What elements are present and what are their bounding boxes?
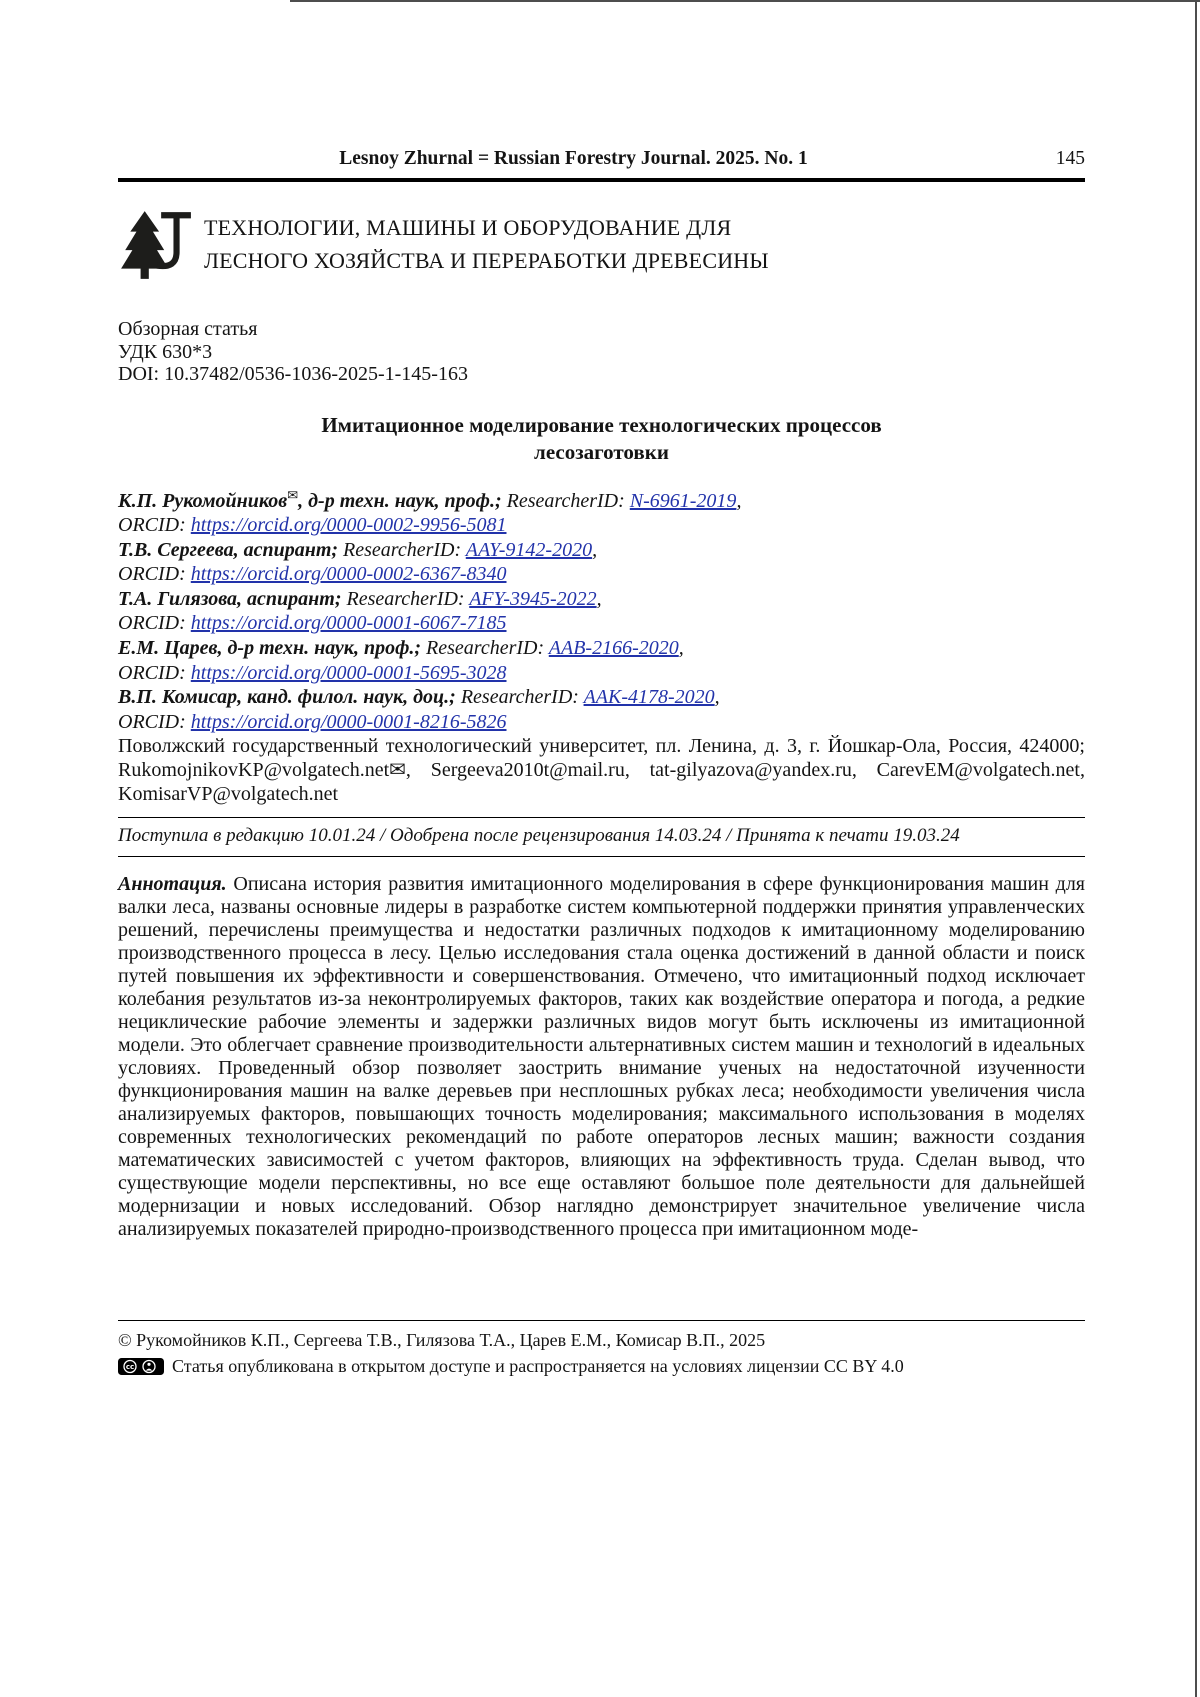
submission-dates: Поступила в редакцию 10.01.24 / Одобрена после рецензирования 14.03.24 / Принята к печати 19.03.24: [118, 825, 960, 847]
researcherid-link[interactable]: AFY-3945-2022: [469, 587, 597, 610]
author-line: [118, 636, 1085, 661]
running-header: [118, 148, 1085, 170]
abstract-text: Описана история развития имитационного моделирования в сфере функционирования машин для валки леса, названы основные лидеры в разработке систем компьютерной поддержки принятия управленческих решений, перечислены преимущества и недостатки различных подходов к имитационному моделированию производственного процесса в лесу. Целью исследования стала оценка достижений в данной области и поиск путей повышения их эффективности и совершенствования. Отмечено, что имитационный подход исключает колебания результатов из-за неконтролируемых факторов, таких как воздействие оператора и погода, а редкие нециклические рабочие элементы и задержки различных видов могут быть исключены из имитационной модели. Это облегчает сравнение производительности альтернативных систем машин и технологий в идеальных условиях. Проведенный обзор позволяет заострить внимание ученых на недостаточной изученности функционирования машин на валке деревьев при несплошных рубках леса; необходимости увеличения числа анализируемых факторов, повышающих точность моделирования; максимального использования в моделях современных технологических рекомендаций по работе операторов лесных машин; важности создания математических зависимостей с учетом факторов, влияющих на эффективность труда. Сделан вывод, что существующие модели перспективны, но все еще оставляют большое поле деятельности для дальнейшей модернизации и новых исследований. Обзор наглядно демонстрирует значительное увеличение числа анализируемых показателей природно-производственного процесса при имитационном моде-: [118, 873, 1085, 1241]
header-divider: [118, 178, 1085, 182]
svg-text:cc: cc: [125, 1363, 135, 1371]
abstract-label: Аннотация.: [118, 873, 227, 896]
researcherid-link[interactable]: AAK-4178-2020: [583, 686, 715, 709]
separator: ,: [678, 637, 684, 660]
researcherid-label: ResearcherID:: [426, 637, 549, 660]
author-orcid-line: [118, 710, 1085, 735]
author-name: Е.М. Царев: [118, 637, 218, 660]
orcid-label: ORCID:: [118, 710, 191, 733]
orcid-link[interactable]: https://orcid.org/0000-0001-8216-5826: [190, 710, 507, 733]
orcid-label: ORCID:: [118, 612, 191, 635]
author-degree: , д-р техн. наук, проф.;: [217, 637, 427, 660]
separator: ,: [596, 587, 602, 610]
author-degree: , д-р техн. наук, проф.;: [298, 489, 507, 512]
author-degree: , канд. филол. наук, доц.;: [237, 686, 461, 709]
article-type: Обзорная статья: [118, 318, 258, 340]
affiliation: Поволжский государственный технологический университет, пл. Ленина, д. 3, г. Йошкар-Ола, Россия, 424000; RukomojnikovKP@volgatech.net✉, Sergeeva2010t@mail.ru, tat-gilyazova@yandex.ru, CarevEM@volgatech.net, KomisarVP@volgatech.net: [118, 735, 1085, 806]
corresponding-author-icon: ✉: [287, 486, 299, 502]
page-content: [118, 0, 1085, 1241]
researcherid-label: ResearcherID:: [346, 587, 470, 610]
section-title: [204, 211, 769, 277]
page-number: 145: [1055, 148, 1085, 169]
orcid-label: ORCID:: [118, 661, 191, 684]
orcid-link[interactable]: https://orcid.org/0000-0001-5695-3028: [190, 661, 507, 684]
doi: DOI: 10.37482/0536-1036-2025-1-145-163: [118, 363, 468, 385]
author-line: [118, 538, 1085, 563]
article-title-line1: Имитационное моделирование технологических процессов: [321, 412, 882, 437]
author-line: [118, 685, 1085, 710]
author-degree: , аспирант;: [237, 587, 347, 610]
journal-name: Lesnoy Zhurnal = Russian Forestry Journal. 2025. No. 1: [339, 148, 808, 169]
orcid-link[interactable]: https://orcid.org/0000-0002-9956-5081: [190, 514, 507, 537]
orcid-link[interactable]: https://orcid.org/0000-0002-6367-8340: [190, 563, 507, 586]
abstract: [118, 873, 1085, 1241]
scan-artifact-right-edge: [1195, 0, 1197, 1697]
author-line: [118, 486, 1085, 514]
author-degree: , аспирант;: [233, 538, 344, 561]
article-title-line2: лесозаготовки: [534, 440, 669, 464]
article-meta: [118, 318, 1085, 386]
section-title-line2: ЛЕСНОГО ХОЗЯЙСТВА И ПЕРЕРАБОТКИ ДРЕВЕСИНЫ: [204, 248, 769, 273]
author-name: Т.В. Сергеева: [118, 538, 234, 561]
separator: ,: [714, 686, 720, 709]
researcherid-link[interactable]: AAY-9142-2020: [465, 538, 593, 561]
section-title-line1: ТЕХНОЛОГИИ, МАШИНЫ И ОБОРУДОВАНИЕ ДЛЯ: [204, 215, 732, 240]
page-footer: [118, 1320, 1085, 1377]
cc-by-badge-icon: [118, 1358, 164, 1375]
separator: ,: [736, 489, 742, 512]
author-orcid-line: [118, 513, 1085, 538]
author-line: [118, 587, 1085, 612]
author-name: К.П. Рукомойников: [118, 489, 288, 512]
journal-logo-icon: [118, 206, 194, 282]
researcherid-label: ResearcherID:: [506, 489, 630, 512]
author-orcid-line: [118, 562, 1085, 587]
author-orcid-line: [118, 661, 1085, 686]
history-divider-bottom: [118, 856, 1085, 857]
footer-divider: [118, 1320, 1085, 1321]
author-name: В.П. Комисар: [118, 686, 238, 709]
separator: ,: [592, 538, 598, 561]
orcid-label: ORCID:: [118, 514, 191, 537]
researcherid-label: ResearcherID:: [343, 538, 466, 561]
section-banner: [118, 206, 1085, 282]
authors-block: [118, 486, 1085, 735]
article-title: [118, 412, 1085, 467]
history-divider-top: [118, 817, 1085, 818]
license-line: [118, 1356, 1085, 1377]
license-text: Статья опубликована в открытом доступе и распространяется на условиях лицензии CC BY 4.0: [172, 1356, 904, 1376]
author-name: Т.А. Гилязова: [118, 587, 238, 610]
author-orcid-line: [118, 611, 1085, 636]
researcherid-label: ResearcherID:: [460, 686, 584, 709]
researcherid-link[interactable]: AAB-2166-2020: [548, 637, 679, 660]
udc-code: УДК 630*3: [118, 340, 213, 363]
researcherid-link[interactable]: N-6961-2019: [629, 489, 737, 512]
copyright-line: © Рукомойников К.П., Сергеева Т.В., Гилязова Т.А., Царев Е.М., Комисар В.П., 2025: [118, 1330, 766, 1350]
orcid-link[interactable]: https://orcid.org/0000-0001-6067-7185: [190, 612, 507, 635]
orcid-label: ORCID:: [118, 563, 191, 586]
